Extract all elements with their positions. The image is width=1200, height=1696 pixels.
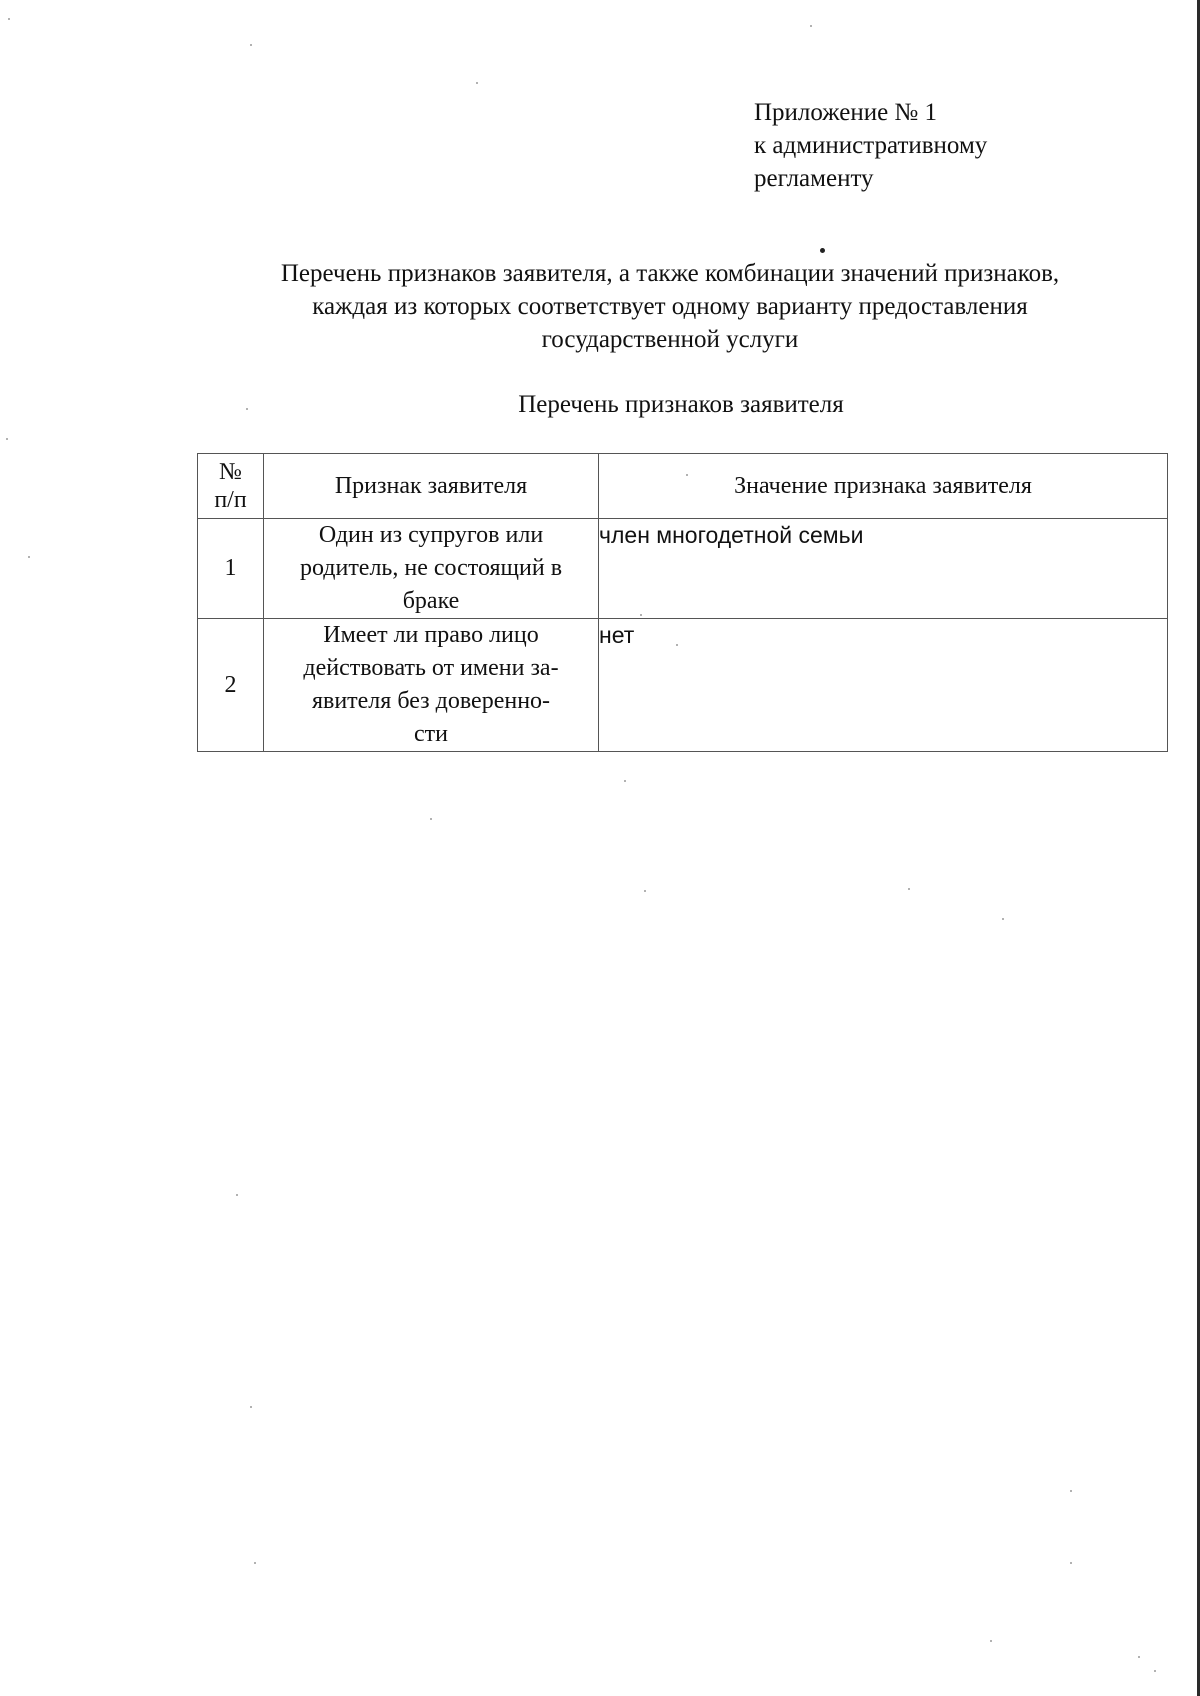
row-attribute [264,519,599,619]
scan-speck [1070,1562,1072,1564]
attribute-line: сти [414,721,448,747]
scan-speck [1154,1670,1156,1672]
scan-speck [430,818,432,820]
title-line: государственной услуги [541,326,799,353]
row-value: нет [599,619,1168,752]
scan-speck [250,1406,252,1408]
scan-speck [676,644,678,646]
header-number-abbr: п/п [214,487,247,513]
attribute-line: браке [402,588,460,614]
header-number-symbol: № [219,459,242,485]
appendix-line: к административному [754,132,988,159]
scan-speck [686,474,688,476]
scan-speck [1138,1656,1140,1658]
appendix-line: Приложение № 1 [754,99,938,126]
scan-speck [820,248,825,253]
header-value: Значение признака заявителя [599,454,1168,519]
scan-speck [644,890,646,892]
attribute-line: Один из супругов или [318,522,544,548]
scan-speck [1070,1490,1072,1492]
scan-speck [990,1640,992,1642]
row-number: 2 [198,619,264,752]
table-row [198,519,1168,619]
title-line: каждая из которых соответствует одному варианту предоставления [312,293,1028,320]
header-attribute: Признак заявителя [264,454,599,519]
attribute-line: родитель, не состоящий в [299,555,563,581]
scan-speck [1002,918,1004,920]
appendix-note [754,96,987,195]
table-subtitle: Перечень признаков заявителя [518,391,844,418]
scan-speck [236,1194,238,1196]
scan-speck [476,82,478,84]
attributes-table [197,453,1168,752]
row-value: член многодетной семьи [599,519,1168,619]
table-header-row [198,454,1168,519]
scan-speck [908,888,910,890]
scan-speck [640,614,642,616]
scan-speck [624,780,626,782]
attribute-line: действовать от имени за- [303,655,559,681]
row-attribute [264,619,599,752]
table-row [198,619,1168,752]
attribute-line: Имеет ли право лицо [323,622,539,648]
scan-speck [6,438,8,440]
scan-speck [254,1562,256,1564]
scan-speck [28,556,30,558]
attribute-line: явителя без доверенно- [311,688,551,714]
appendix-line: регламенту [754,165,874,192]
scan-speck [250,44,252,46]
scan-speck [8,18,10,20]
title-line: Перечень признаков заявителя, а также комбинации значений признаков, [280,260,1060,287]
scan-speck [246,408,248,410]
document-title [200,257,1140,356]
scan-speck [810,25,812,27]
header-number [198,454,264,519]
row-number: 1 [198,519,264,619]
